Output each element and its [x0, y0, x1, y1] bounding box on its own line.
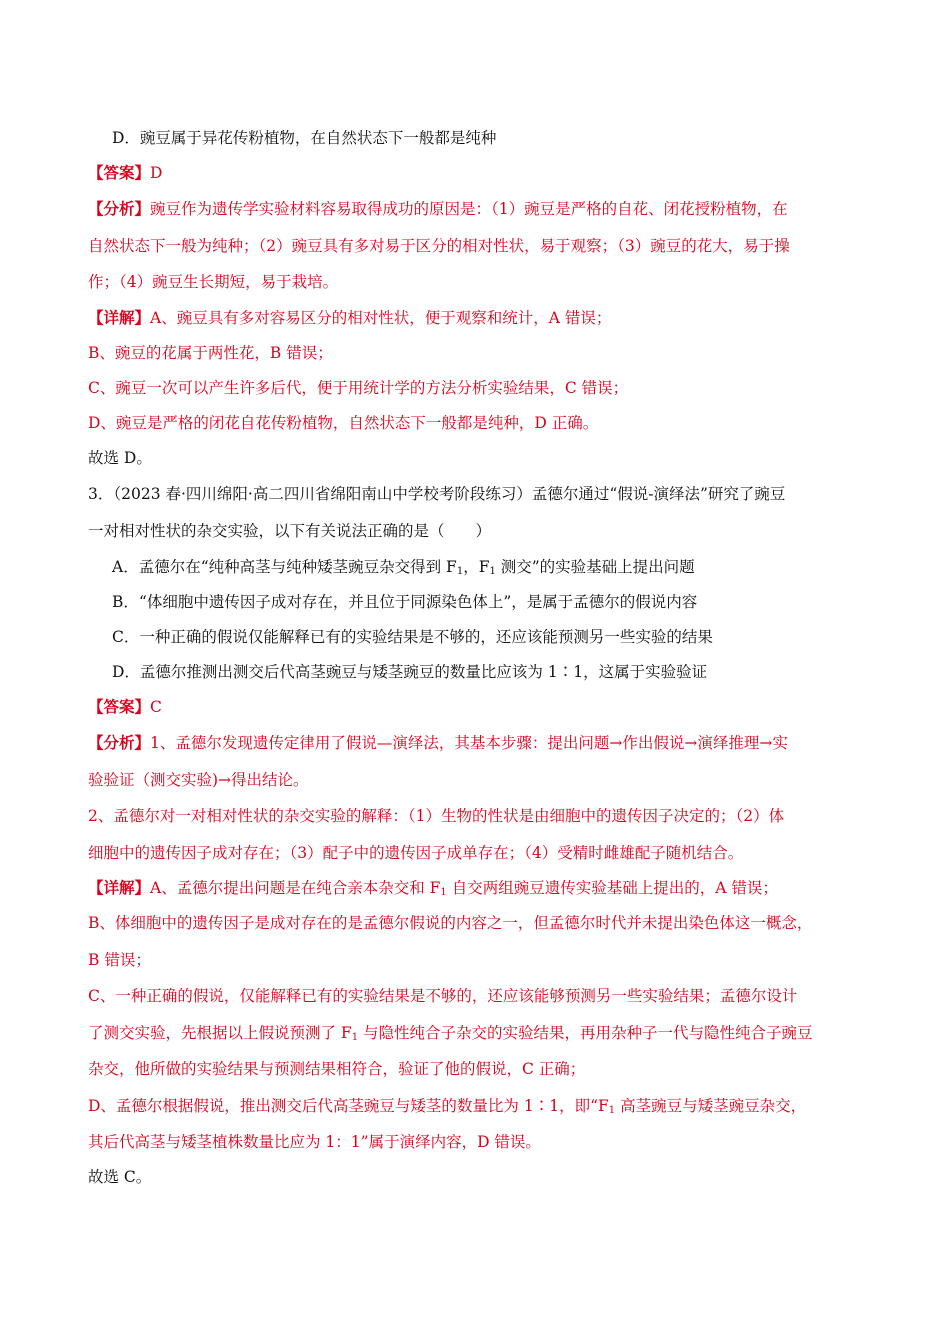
- answer-value: C: [150, 698, 162, 716]
- q3-conclusion: 故选 C。: [88, 1168, 152, 1186]
- subscript: 1: [351, 1032, 359, 1043]
- answer-label: 【答案】: [88, 163, 151, 182]
- q2-analysis-line-2: 自然状态下一般为纯种；（2）豌豆具有多对易于区分的相对性状，易于观察；（3）豌豆的花大，易于操: [88, 237, 790, 255]
- answer-value: D: [150, 164, 163, 182]
- q3-option-d: D．孟德尔推测出测交后代高茎豌豆与矮茎豌豆的数量比应该为 1∶1，这属于实验验证: [112, 663, 708, 681]
- detail-text: D、孟德尔根据假说，推出测交后代高茎豌豆与矮茎的数量比为 1∶1，即“F: [88, 1097, 609, 1115]
- q2-option-d: D．豌豆属于异花传粉植物，在自然状态下一般都是纯种: [112, 129, 497, 147]
- option-a-text: 测交”的实验基础上提出问题: [495, 558, 695, 576]
- q2-analysis-line-3: 作；（4）豌豆生长期短，易于栽培。: [88, 273, 339, 291]
- subscript: 1: [608, 1105, 616, 1116]
- subscript: 1: [489, 566, 496, 577]
- q3-detail-b-line-2: B 错误；: [88, 951, 151, 969]
- q3-detail-c-line-2: [88, 1023, 864, 1043]
- q3-analysis-line-4: 细胞中的遗传因子成对存在；（3）配子中的遗传因子成单存在；（4）受精时雌雄配子随机结合。: [88, 844, 744, 862]
- detail-text: 与隐性纯合子杂交的实验结果，再用杂种子一代与隐性纯合子豌豆: [358, 1024, 813, 1042]
- analysis-text: 1、孟德尔发现遗传定律用了假说—演绎法，其基本步骤：提出问题→作出假说→演绎推理→实: [150, 734, 788, 752]
- q3-answer: [88, 697, 864, 717]
- q2-conclusion: 故选 D。: [88, 449, 152, 467]
- q2-detail-line-4: D、豌豆是严格的闭花自花传粉植物，自然状态下一般都是纯种，D 正确。: [88, 414, 599, 432]
- q3-detail-d-line-2: 其后代高茎与矮茎植株数量比应为 1：1”属于演绎内容，D 错误。: [88, 1133, 541, 1151]
- q3-stem-line-2: 一对相对性状的杂交实验，以下有关说法正确的是（ ）: [88, 522, 492, 540]
- option-a-text: ，F: [463, 558, 490, 576]
- subscript: 1: [440, 887, 447, 898]
- option-a-text: A．孟德尔在“纯种高茎与纯种矮茎豌豆杂交得到 F: [112, 558, 457, 576]
- detail-text: 自交两组豌豆遗传实验基础上提出的，A 错误；: [446, 879, 778, 897]
- detail-label: 【详解】: [88, 878, 151, 897]
- q3-option-c: C．一种正确的假说仅能解释已有的实验结果是不够的，还应该能预测另一些实验的结果: [112, 628, 713, 646]
- q3-stem-line-1: 3．（2023 春·四川绵阳·高二四川省绵阳南山中学校考阶段练习）孟德尔通过“假说-演绎法”研究了豌豆: [88, 485, 786, 503]
- q3-analysis-line-1: [88, 733, 864, 753]
- detail-text: A、豌豆具有多对容易区分的相对性状，便于观察和统计，A 错误；: [150, 309, 612, 327]
- q2-detail-line-3: C、豌豆一次可以产生许多后代，便于用统计学的方法分析实验结果，C 错误；: [88, 379, 629, 397]
- q3-detail-c-line-3: 杂交，他所做的实验结果与预测结果相符合，验证了他的假说，C 正确；: [88, 1060, 586, 1078]
- q3-option-b: B．“体细胞中遗传因子成对存在，并且位于同源染色体上”，是属于孟德尔的假说内容: [112, 593, 698, 611]
- q2-detail-line-1: [88, 308, 864, 328]
- detail-text: A、孟德尔提出问题是在纯合亲本杂交和 F: [150, 879, 441, 897]
- q2-answer: [88, 163, 864, 183]
- q3-detail-d-line-1: [88, 1096, 864, 1116]
- detail-label: 【详解】: [88, 308, 151, 327]
- q3-analysis-line-3: 2、孟德尔对一对相对性状的杂交实验的解释：（1）生物的性状是由细胞中的遗传因子决定的；（2）体: [88, 807, 785, 825]
- q3-analysis-line-2: 验验证（测交实验)→得出结论。: [88, 771, 309, 789]
- q3-detail-a: [88, 878, 864, 898]
- detail-text: 了测交实验，先根据以上假说预测了 F: [88, 1024, 352, 1042]
- detail-text: 高茎豌豆与矮茎豌豆杂交，: [615, 1097, 807, 1115]
- q3-detail-c-line-1: C、一种正确的假说，仅能解释已有的实验结果是不够的，还应该能够预测另一些实验结果；孟德尔设计: [88, 987, 798, 1005]
- subscript: 1: [456, 566, 464, 577]
- q3-detail-b-line-1: B、体细胞中的遗传因子是成对存在的是孟德尔假说的内容之一，但孟德尔时代并未提出染色体这一概念，: [88, 914, 813, 932]
- analysis-label: 【分析】: [88, 733, 151, 752]
- answer-label: 【答案】: [88, 697, 151, 716]
- q2-analysis-line-1: [88, 199, 864, 219]
- q3-option-a: [112, 557, 888, 577]
- analysis-text: 豌豆作为遗传学实验材料容易取得成功的原因是：（1）豌豆是严格的自花、闭花授粉植物，在: [150, 200, 788, 218]
- q2-detail-line-2: B、豌豆的花属于两性花，B 错误；: [88, 344, 333, 362]
- analysis-label: 【分析】: [88, 199, 151, 218]
